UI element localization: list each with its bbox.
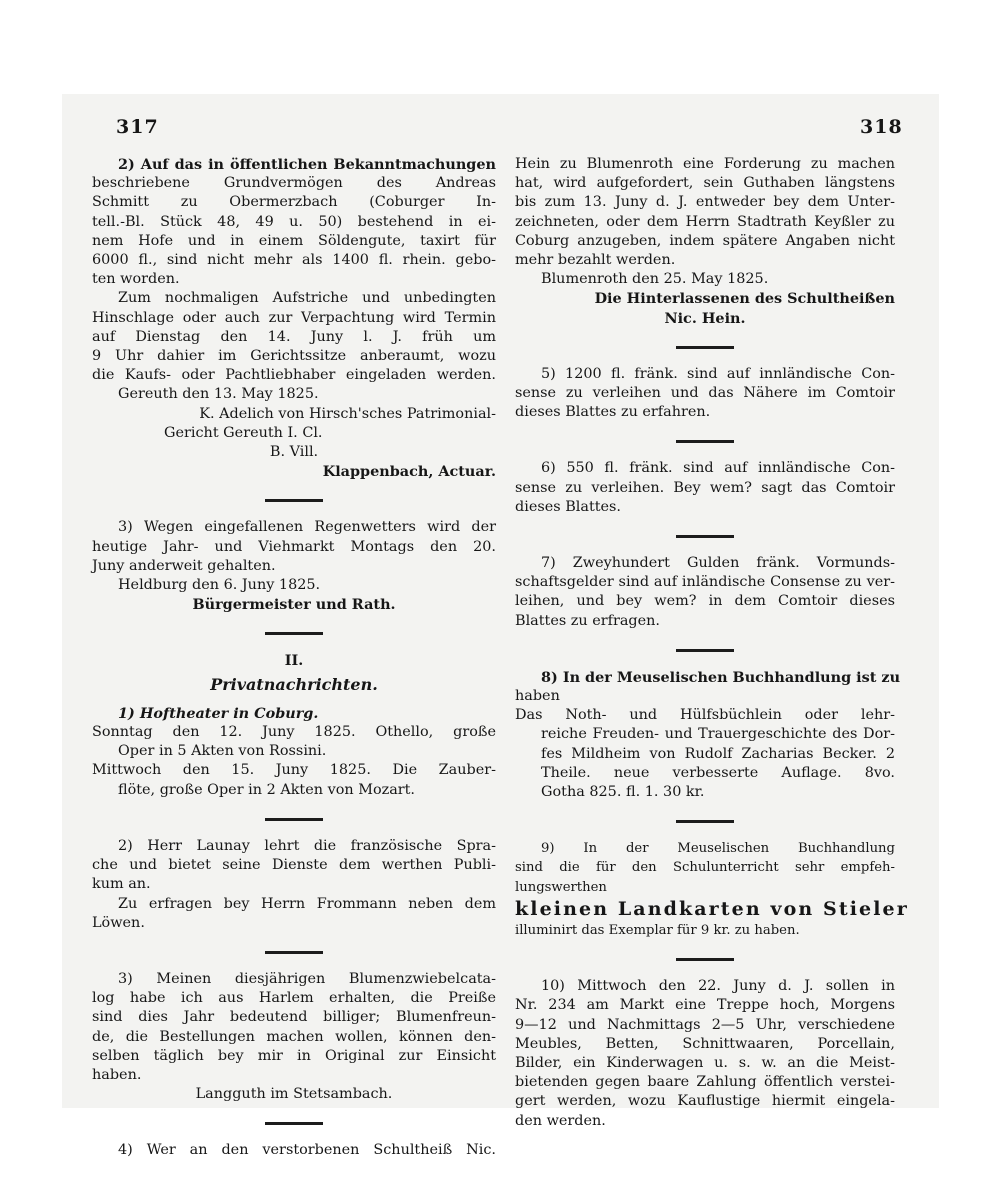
notice-schultheiss-hein-start [92,1141,496,1160]
text-line: flöte, große Oper in 2 Akten von Mozart. [118,781,416,798]
text-line: tell.-Bl. Stück 48, 49 u. 50) bestehend in ei- [92,213,496,230]
text-line: kleinen Landkarten von Stieler [515,897,909,920]
notice-loan-550 [515,459,895,517]
text-line: kum an. [92,876,151,893]
text-line: 9—12 und Nachmittags 2—5 Uhr, verschiedene [515,1016,895,1033]
text-line: auf Dienstag den 14. Juny l. J. früh um [92,328,496,345]
separator-rule [265,632,323,635]
page-number-right: 318 [860,116,903,138]
notice-noth-und-huelfsbuechlein [515,668,901,802]
notice-guardianship-funds [515,554,895,631]
text-line: 4) Wer an den verstorbenen Schultheiß Nic. [118,1142,496,1159]
dateline: Heldburg den 6. Juny 1825. [118,577,321,594]
text-line: Hein zu Blumenroth eine Forderung zu machen [515,156,895,172]
separator-rule [676,820,734,823]
signature-line: Die Hinterlassenen des Schultheißen [594,290,895,308]
text-line: 10) Mittwoch den 22. Juny d. J. sollen in [541,978,895,995]
separator-rule [265,499,323,502]
text-line: 2) Herr Launay lehrt die französische Spra- [118,837,496,854]
text-line: Hinschlage oder auch zur Verpachtung wird Termin [92,309,496,326]
text-line: schaftsgelder sind auf inländische Consense zu ver- [515,574,895,591]
text-line: leihen, und bey wem? in dem Comtoir dieses [515,593,895,610]
text-line: mehr bezahlt werden. [515,252,676,269]
notice-flower-bulbs [92,970,496,1104]
text-line: reiche Freuden- und Trauergeschichte des Dor- [541,726,895,743]
signature-line: Bürgermeister und Rath. [192,596,396,614]
notice-coburg-theater [92,704,496,800]
text-line: log habe ich aus Harlem erhalten, die Preiße [92,990,496,1007]
text-line: Blattes zu erfragen. [515,612,660,629]
text-line: Juny anderweit gehalten. [92,557,276,574]
text-line: bis zum 13. Juny d. J. entweder bey dem Unter- [515,194,895,211]
notice-schultheiss-hein-cont [515,155,895,328]
text-line: die Kaufs- oder Pachtliebhaber eingeladen werden. [92,367,496,384]
text-line: lungswerthen [515,879,607,895]
text-line: beschriebene Grundvermögen des Andreas [92,175,496,192]
text-line: illuminirt das Exemplar für 9 kr. zu haben. [515,922,800,938]
text-line: sense zu verleihen. Bey wem? sagt das Comtoir [515,479,895,496]
text-line: 9) In der Meuselischen Buchhandlung [541,841,895,857]
text-line: 6000 fl., sind nicht mehr als 1400 fl. rhein. gebo- [92,252,496,269]
right-column [515,155,909,1131]
text-line: Gotha 825. fl. 1. 30 kr. [541,784,705,801]
notice-stieler-maps [515,839,909,940]
text-line: Zu erfragen bey Herrn Frommann neben dem [118,895,496,912]
text-line: sense zu verleihen und das Nähere im Comtoir [515,385,895,402]
text-line: 3) Wegen eingefallenen Regenwetters wird der [118,519,496,536]
signature-line: Langguth im Stetsambach. [195,1086,393,1103]
text-line: Bilder, ein Kinderwagen u. s. w. an die Meist- [515,1054,895,1071]
text-line: haben [515,688,560,705]
text-line: sind dies Jahr bedeutend billiger; Blumenfreun- [92,1009,496,1026]
signature-line: K. Adelich von Hirsch'sches Patrimonial- [199,405,496,422]
text-line: hat, wird aufgefordert, sein Guthaben längstens [515,175,895,192]
text-line: 9 Uhr dahier im Gerichtssitze anberaumt, wozu [92,348,496,365]
text-line: Sonntag den 12. Juny 1825. Othello, große [92,724,496,741]
text-line: sind die für den Schulunterricht sehr empfeh- [515,860,895,876]
text-line: ten worden. [92,271,180,288]
separator-rule [676,346,734,349]
text-line: dieses Blattes zu erfahren. [515,404,711,421]
text-line: Zum nochmaligen Aufstriche und unbedingten [118,290,496,307]
text-line: Oper in 5 Akten von Rossini. [118,743,327,760]
text-line: zeichneten, oder dem Herrn Stadtrath Keyßler zu [515,213,895,230]
signature-line: Klappenbach, Actuar. [322,463,496,481]
separator-rule [265,951,323,954]
separator-rule [676,535,734,538]
notice-loan-1200 [515,365,895,423]
text-line: Mittwoch den 15. Juny 1825. Die Zauber- [92,762,496,779]
signature-line: B. Vill. [269,444,319,461]
text-line: Schmitt zu Obermerzbach (Coburger In- [92,194,496,211]
separator-rule [676,440,734,443]
text-line: dieses Blattes. [515,498,621,515]
text-line: Das Noth- und Hülfsbüchlein oder lehr- [515,707,895,724]
text-line: 8) In der Meuselischen Buchhandlung ist zu [541,668,901,686]
notice-obermerzbach-property [92,155,496,481]
dateline: Gereuth den 13. May 1825. [118,386,319,403]
text-line: de, die Bestellungen machen wollen, können den- [92,1028,496,1045]
notice-auction [515,977,895,1131]
text-line: 7) Zweyhundert Gulden fränk. Vormunds- [541,555,895,572]
text-line: che und bietet seine Dienste dem werthen Publi- [92,857,496,874]
text-line: Löwen. [92,914,145,931]
notice-french-lessons [92,837,496,933]
text-line: 3) Meinen diesjährigen Blumenzwiebelcata- [118,970,496,987]
text-line: 1) Hoftheater in Coburg. [118,704,319,722]
text-line: 6) 550 fl. fränk. sind auf innländische Con- [541,460,895,477]
text-line: Meubles, Betten, Schnittwaaren, Porcellain, [515,1035,895,1052]
text-line: gert werden, wozu Kauflustige hiermit eingela- [515,1093,895,1110]
dateline: Blumenroth den 25. May 1825. [541,271,769,288]
separator-rule [265,818,323,821]
text-line: Coburg anzugeben, indem spätere Angaben nicht [515,232,895,249]
text-line: selben täglich bey mir in Original zur Einsicht [92,1047,496,1064]
separator-rule [676,649,734,652]
text-line: Nr. 234 am Markt eine Treppe hoch, Morgens [515,997,895,1014]
separator-rule [265,1122,323,1125]
text-line: 2) Auf das in öffentlichen Bekanntmachungen [118,156,496,173]
text-line: bietenden gegen baare Zahlung öffentlich verstei- [515,1074,895,1091]
text-line: Theile. neue verbesserte Auflage. 8vo. [541,764,895,781]
text-line: heutige Jahr- und Viehmarkt Montags den 20. [92,538,496,555]
signature-line: Nic. Hein. [664,309,746,327]
text-line: 5) 1200 fl. fränk. sind auf innländische Con- [541,365,895,382]
text-line: haben. [92,1066,142,1083]
notice-heldburg-market [92,518,496,614]
text-line: fes Mildheim von Rudolf Zacharias Becker. 2 [541,745,895,762]
left-column [92,155,496,1161]
signature-line: Gericht Gereuth I. Cl. [164,424,323,441]
text-line: nem Hofe und in einem Söldengute, taxirt für [92,232,496,249]
separator-rule [676,958,734,961]
page-number-left: 317 [116,116,159,138]
section-numeral: II. [284,652,304,670]
text-line: den werden. [515,1112,606,1129]
section-heading [92,651,496,693]
section-title: Privatnachrichten. [210,674,378,694]
